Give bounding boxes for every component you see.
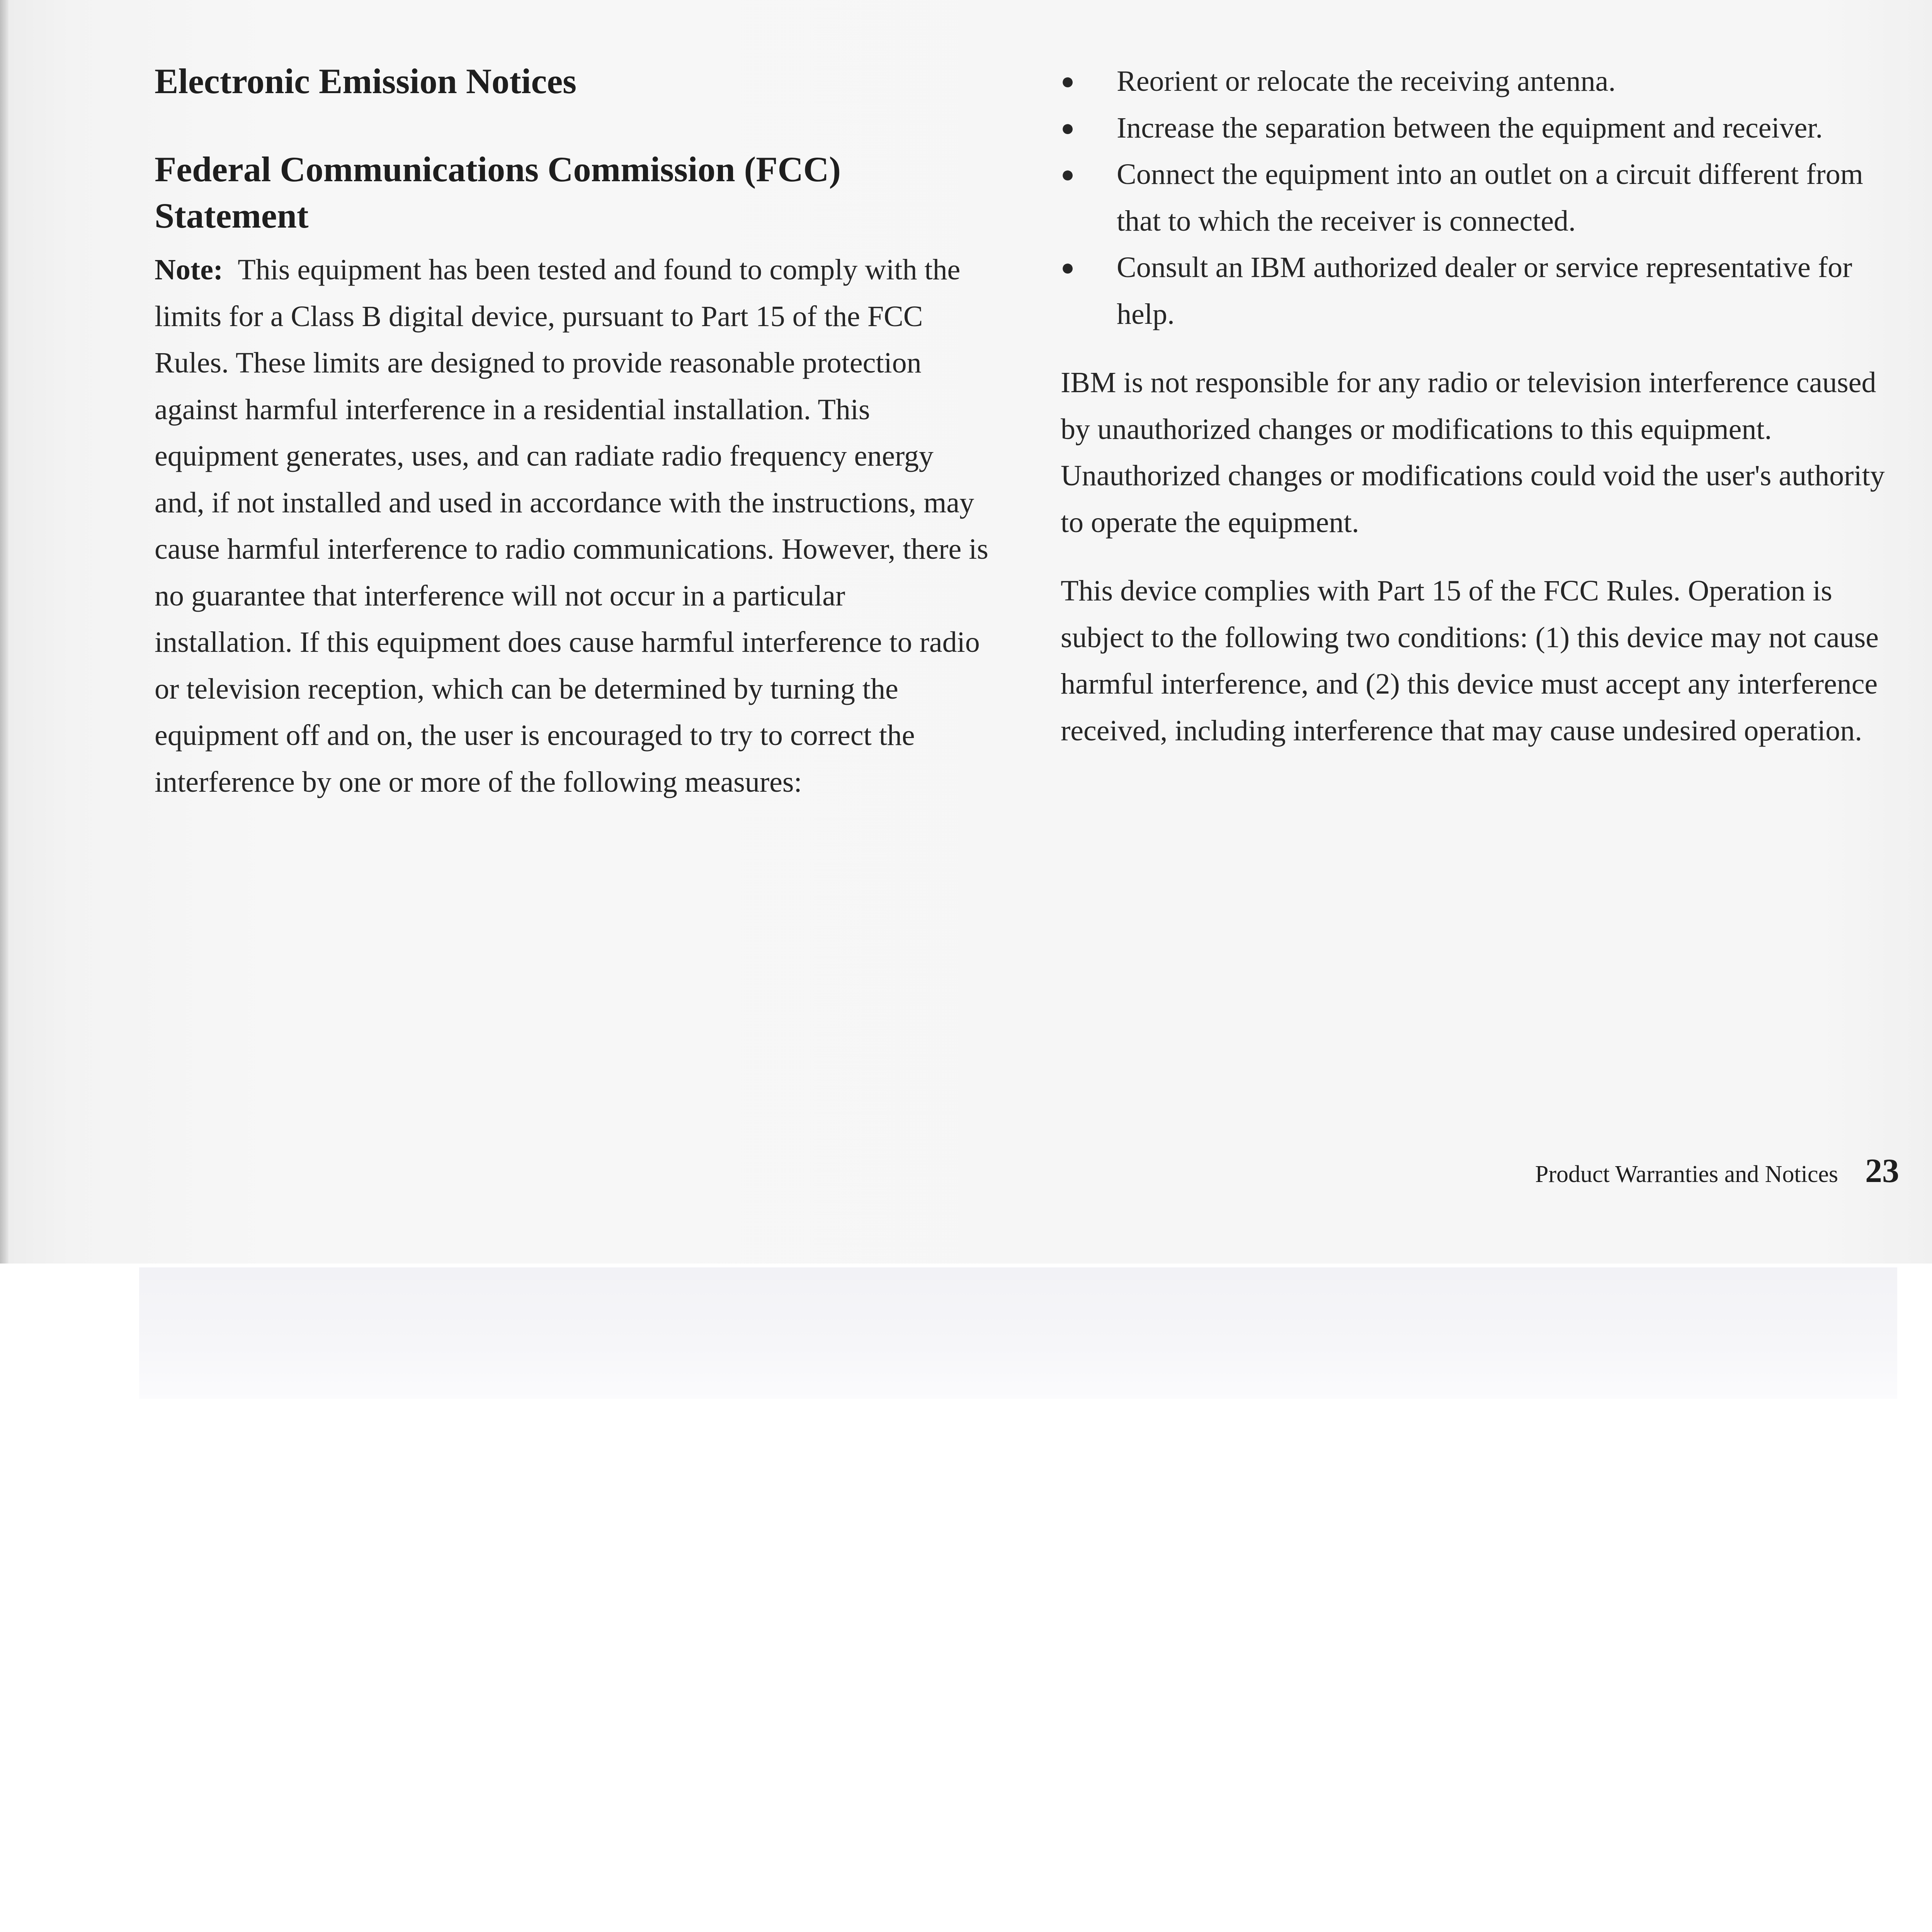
- footer-section-title: Product Warranties and Notices: [1535, 1161, 1838, 1187]
- list-item: [1061, 58, 1895, 105]
- list-item-text: Connect the equipment into an outlet on a circuit different from that to which the receiver is connected.: [1117, 158, 1863, 237]
- note-text: This equipment has been tested and found to comply with the limits for a Class B digital device, pursuant to Part 15 of the FCC Rules. These limits are designed to provide reasonable protection against harmful interference in a residential installation. This equipment generates, uses, and can radiate radio frequency energy and, if not installed and used in accordance with the instructions, may cause harmful interference to radio communications. However, there is no guarantee that interference will not occur in a particular installation. If this equipment does cause harmful interference to radio or television reception, which can be determined by turning the equipment off and on, the user is encouraged to try to correct the interference by one or more of the following measures:: [155, 253, 988, 798]
- measures-list: [1061, 58, 1895, 337]
- note-label: Note:: [155, 253, 223, 286]
- ibm-responsibility-paragraph: IBM is not responsible for any radio or television interference caused by unauthorized changes or modifications to this equipment. Unauthorized changes or modifications could void the user's authority to operate the equipment.: [1061, 366, 1885, 539]
- right-column: [1061, 58, 1895, 754]
- list-item-text: Consult an IBM authorized dealer or service representative for help.: [1117, 251, 1852, 330]
- list-item: [1061, 151, 1895, 244]
- list-item-text: Increase the separation between the equipment and receiver.: [1117, 111, 1823, 144]
- left-column: [155, 58, 989, 805]
- section-title: Electronic Emission Notices: [155, 61, 577, 101]
- bullet-icon: ●: [1061, 162, 1075, 187]
- note-paragraph: [155, 247, 989, 805]
- compliance-paragraph: This device complies with Part 15 of the FCC Rules. Operation is subject to the following two conditions: (1) this device may not cause harmful interference, and (2) this device must accept any interference received, including interference that may cause undesired operation.: [1061, 575, 1879, 747]
- list-item-text: Reorient or relocate the receiving antenna.: [1117, 65, 1616, 97]
- page-number: 23: [1865, 1152, 1899, 1190]
- bullet-icon: ●: [1061, 255, 1075, 280]
- list-item: [1061, 105, 1895, 151]
- page-left-edge: [0, 0, 9, 1264]
- page-footer: [1352, 1151, 1899, 1190]
- scanner-strip: [139, 1267, 1897, 1399]
- bullet-icon: ●: [1061, 115, 1075, 141]
- fcc-statement-heading: Federal Communications Commission (FCC) Statement: [155, 150, 841, 235]
- bullet-icon: ●: [1061, 68, 1075, 94]
- list-item: [1061, 244, 1895, 337]
